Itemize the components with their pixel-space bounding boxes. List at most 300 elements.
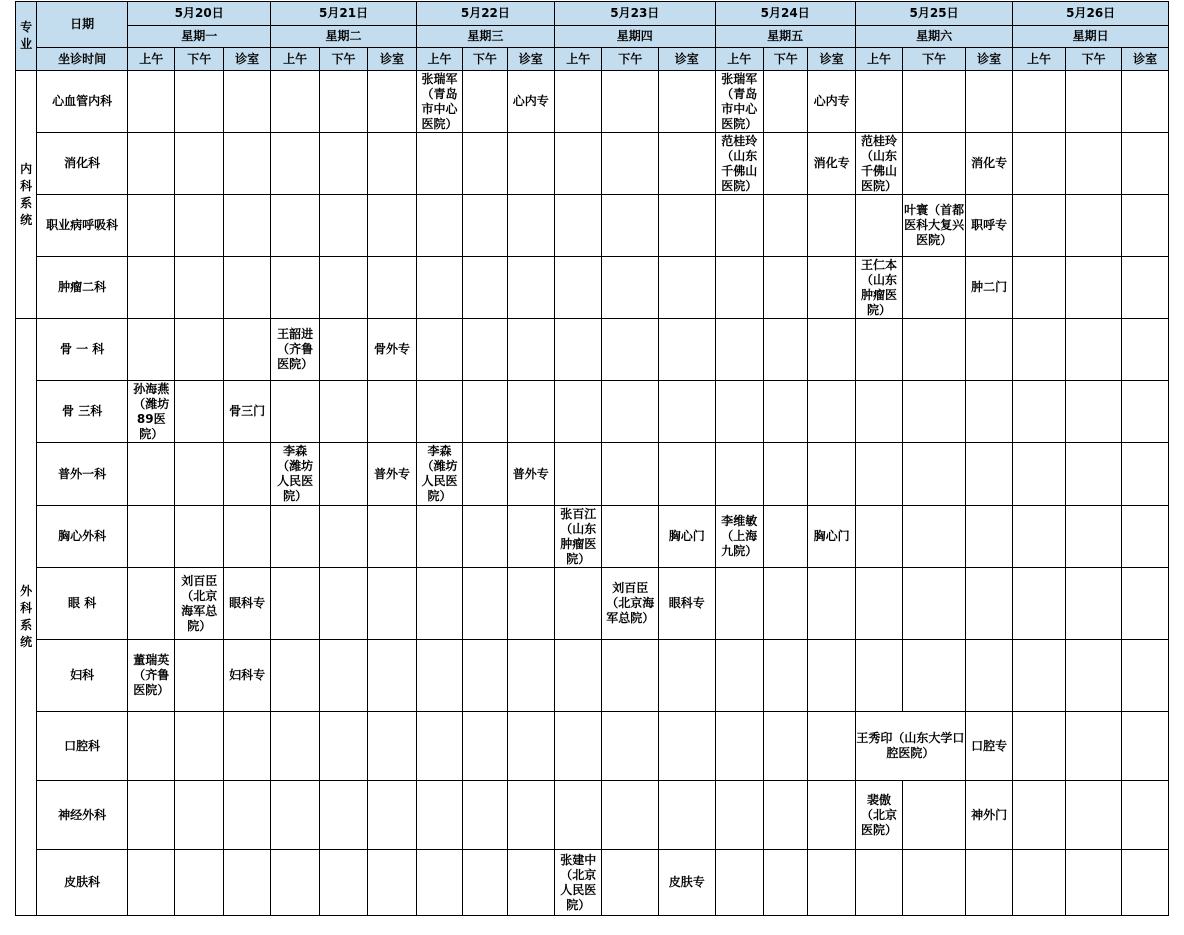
doctor-cell-pm [763, 133, 807, 195]
doctor-cell-pm [463, 257, 507, 319]
clinic-room-cell [965, 506, 1012, 568]
doctor-cell-pm [463, 71, 507, 133]
doctor-cell-am [855, 381, 902, 443]
doctor-cell-pm [175, 319, 223, 381]
doctor-cell-pm [463, 781, 507, 850]
clinic-room-cell: 职呼专 [965, 195, 1012, 257]
doctor-cell-pm [319, 133, 367, 195]
doctor-cell-pm [463, 319, 507, 381]
clinic-room-cell [507, 381, 554, 443]
clinic-room-cell [1122, 257, 1169, 319]
doctor-cell-pm [763, 195, 807, 257]
doctor-cell-pm [903, 71, 966, 133]
doctor-cell-am [1013, 568, 1066, 640]
clinic-room-cell [659, 640, 716, 712]
doctor-cell-am [715, 257, 763, 319]
clinic-room-cell [1122, 195, 1169, 257]
clinic-room-cell [1122, 640, 1169, 712]
system-name: 外科系统 [20, 584, 33, 649]
department-name: 骨 一 科 [37, 319, 128, 381]
clinic-room-cell [808, 640, 855, 712]
am-header: 上午 [855, 48, 902, 71]
clinic-room-cell: 消化专 [965, 133, 1012, 195]
table-row [16, 133, 1169, 195]
doctor-cell-pm [319, 257, 367, 319]
clinic-room-cell [507, 195, 554, 257]
doctor-cell-am: 李森（潍坊人民医院） [416, 443, 462, 506]
am-header: 上午 [1013, 48, 1066, 71]
doctor-cell-pm [319, 781, 367, 850]
doctor-cell-am: 张建中（北京人民医院） [555, 850, 602, 916]
day-date: 5月21日 [271, 2, 416, 26]
department-name: 皮肤科 [37, 850, 128, 916]
day-date: 5月24日 [715, 2, 855, 26]
day-date: 5月20日 [128, 2, 271, 26]
clinic-room-cell [1122, 319, 1169, 381]
department-name: 神经外科 [37, 781, 128, 850]
doctor-cell-am [1013, 712, 1066, 781]
doctor-cell-am [271, 133, 319, 195]
doctor-cell-pm [1065, 850, 1122, 916]
day-weekday: 星期一 [128, 26, 271, 48]
doctor-cell-pm [1065, 506, 1122, 568]
doctor-cell-pm [602, 443, 659, 506]
clinic-room-cell: 骨三门 [223, 381, 270, 443]
doctor-cell-am [855, 640, 902, 712]
doctor-cell-pm [763, 568, 807, 640]
room-header: 诊室 [965, 48, 1012, 71]
doctor-cell-pm [175, 381, 223, 443]
clinic-room-cell [223, 195, 270, 257]
doctor-cell-pm [175, 781, 223, 850]
clinic-room-cell: 肿二门 [965, 257, 1012, 319]
doctor-cell-pm [1065, 712, 1122, 781]
clinic-room-cell [659, 319, 716, 381]
table-row [16, 781, 1169, 850]
doctor-cell-pm [763, 443, 807, 506]
doctor-cell-am [715, 319, 763, 381]
doctor-cell-am [715, 381, 763, 443]
doctor-cell-am: 李维敏（上海九院） [715, 506, 763, 568]
table-row [16, 257, 1169, 319]
day-weekday: 星期五 [715, 26, 855, 48]
clinic-room-cell [1122, 781, 1169, 850]
doctor-cell-pm [319, 319, 367, 381]
doctor-cell-am [555, 640, 602, 712]
doctor-cell-am: 董瑞英（齐鲁医院） [128, 640, 175, 712]
clinic-room-cell [965, 640, 1012, 712]
clinic-room-cell [223, 71, 270, 133]
doctor-cell-pm [763, 712, 807, 781]
doctor-cell-pm [602, 257, 659, 319]
clinic-room-cell [223, 319, 270, 381]
clinic-room-cell [507, 257, 554, 319]
clinic-room-cell: 普外专 [368, 443, 416, 506]
table-row [16, 195, 1169, 257]
clinic-room-cell [368, 71, 416, 133]
doctor-cell-am [128, 257, 175, 319]
doctor-cell-am [271, 712, 319, 781]
clinic-room-cell [368, 712, 416, 781]
clinic-room-cell [507, 319, 554, 381]
doctor-cell-am [271, 506, 319, 568]
doctor-cell-pm [763, 850, 807, 916]
doctor-cell-pm [1065, 195, 1122, 257]
day-date: 5月26日 [1013, 2, 1169, 26]
doctor-cell-am [855, 319, 902, 381]
clinic-room-cell: 眼科专 [223, 568, 270, 640]
doctor-cell-am [715, 568, 763, 640]
clinic-room-cell [965, 319, 1012, 381]
doctor-cell-am [715, 195, 763, 257]
clinic-room-cell [659, 257, 716, 319]
doctor-cell-pm [602, 640, 659, 712]
doctor-cell-pm [903, 381, 966, 443]
doctor-cell-pm [602, 195, 659, 257]
doctor-cell-am [271, 257, 319, 319]
clinic-room-cell [808, 568, 855, 640]
department-name: 普外一科 [37, 443, 128, 506]
clinic-room-cell [808, 257, 855, 319]
clinic-room-cell [659, 712, 716, 781]
day-weekday: 星期四 [555, 26, 716, 48]
room-header: 诊室 [507, 48, 554, 71]
table-row [16, 640, 1169, 712]
doctor-cell-pm [763, 319, 807, 381]
doctor-cell-am [271, 381, 319, 443]
doctor-cell-pm [1065, 781, 1122, 850]
clinic-room-cell [659, 71, 716, 133]
doctor-cell-pm [763, 506, 807, 568]
doctor-cell-pm [602, 381, 659, 443]
doctor-cell-am [855, 568, 902, 640]
doctor-cell-am: 王仁本（山东肿瘤医院） [855, 257, 902, 319]
doctor-cell-pm [903, 850, 966, 916]
doctor-cell-am [128, 506, 175, 568]
clinic-room-cell [368, 781, 416, 850]
doctor-cell-pm [463, 195, 507, 257]
doctor-cell-am [715, 712, 763, 781]
doctor-cell-pm [763, 640, 807, 712]
doctor-cell-am: 张瑞军（青岛市中心医院） [715, 71, 763, 133]
clinic-room-cell [1122, 712, 1169, 781]
doctor-cell-am [555, 71, 602, 133]
doctor-cell-pm [319, 195, 367, 257]
clinic-room-cell [223, 443, 270, 506]
doctor-cell-am [416, 257, 462, 319]
doctor-cell-pm [175, 850, 223, 916]
doctor-cell-pm [175, 257, 223, 319]
clinic-room-cell [507, 640, 554, 712]
time-label: 坐诊时间 [37, 48, 128, 71]
doctor-cell-am: 李森（潍坊人民医院） [271, 443, 319, 506]
am-header: 上午 [416, 48, 462, 71]
doctor-cell-am [128, 781, 175, 850]
doctor-cell-am [555, 319, 602, 381]
day-date: 5月22日 [416, 2, 554, 26]
doctor-cell-am [416, 850, 462, 916]
doctor-cell-am [128, 850, 175, 916]
clinic-room-cell [223, 781, 270, 850]
doctor-cell-am [416, 712, 462, 781]
doctor-cell-am [271, 640, 319, 712]
clinic-room-cell [659, 133, 716, 195]
doctor-cell: 王秀印（山东大学口腔医院） [855, 712, 965, 781]
department-name: 消化科 [37, 133, 128, 195]
pm-header: 下午 [602, 48, 659, 71]
clinic-room-cell [1122, 381, 1169, 443]
clinic-room-cell [223, 133, 270, 195]
doctor-cell-am [715, 443, 763, 506]
doctor-cell-am [271, 781, 319, 850]
clinic-room-cell [1122, 568, 1169, 640]
doctor-cell-pm [319, 712, 367, 781]
table-row [16, 850, 1169, 916]
doctor-cell-am [715, 640, 763, 712]
doctor-cell-pm [763, 71, 807, 133]
clinic-room-cell: 普外专 [507, 443, 554, 506]
department-name: 肿瘤二科 [37, 257, 128, 319]
doctor-cell-am [855, 506, 902, 568]
pm-header: 下午 [903, 48, 966, 71]
doctor-cell-am [1013, 381, 1066, 443]
doctor-cell-am [715, 781, 763, 850]
doctor-cell-pm [319, 640, 367, 712]
clinic-room-cell [659, 443, 716, 506]
pm-header: 下午 [763, 48, 807, 71]
table-row [16, 443, 1169, 506]
doctor-cell-am [855, 443, 902, 506]
clinic-room-cell [808, 712, 855, 781]
clinic-room-cell: 妇科专 [223, 640, 270, 712]
room-header: 诊室 [659, 48, 716, 71]
doctor-cell-am [555, 133, 602, 195]
table-row [16, 568, 1169, 640]
pm-header: 下午 [463, 48, 507, 71]
doctor-cell-am [555, 195, 602, 257]
doctor-cell-pm [1065, 443, 1122, 506]
room-header: 诊室 [368, 48, 416, 71]
doctor-cell-am [855, 71, 902, 133]
doctor-cell-am [416, 568, 462, 640]
doctor-cell-am [1013, 443, 1066, 506]
doctor-cell-am [555, 781, 602, 850]
clinic-room-cell [1122, 71, 1169, 133]
clinic-room-cell [223, 257, 270, 319]
table-row [16, 506, 1169, 568]
doctor-cell-pm [463, 443, 507, 506]
pm-header: 下午 [175, 48, 223, 71]
clinic-room-cell [965, 850, 1012, 916]
date-label: 日期 [37, 2, 128, 48]
clinic-room-cell [1122, 133, 1169, 195]
am-header: 上午 [128, 48, 175, 71]
clinic-room-cell [808, 781, 855, 850]
doctor-cell-pm [463, 850, 507, 916]
doctor-cell-pm [175, 640, 223, 712]
day-weekday: 星期日 [1013, 26, 1169, 48]
department-name: 心血管内科 [37, 71, 128, 133]
doctor-cell-pm [175, 712, 223, 781]
department-name: 妇科 [37, 640, 128, 712]
doctor-cell-pm [463, 133, 507, 195]
clinic-room-cell [368, 195, 416, 257]
department-name: 口腔科 [37, 712, 128, 781]
doctor-cell-pm [1065, 568, 1122, 640]
clinic-room-cell [507, 781, 554, 850]
clinic-room-cell: 胸心门 [659, 506, 716, 568]
doctor-cell-am [555, 443, 602, 506]
doctor-cell-am: 张百江（山东肿瘤医院） [555, 506, 602, 568]
department-name: 胸心外科 [37, 506, 128, 568]
doctor-cell-am [1013, 850, 1066, 916]
doctor-cell-am: 王韶进（齐鲁医院） [271, 319, 319, 381]
clinic-room-cell [368, 257, 416, 319]
doctor-cell-am [1013, 319, 1066, 381]
doctor-cell-am [271, 850, 319, 916]
doctor-cell-am [555, 381, 602, 443]
clinic-room-cell: 神外门 [965, 781, 1012, 850]
doctor-cell-pm [175, 133, 223, 195]
doctor-cell-am [1013, 71, 1066, 133]
doctor-cell-am [416, 195, 462, 257]
doctor-cell-am [128, 568, 175, 640]
system-label [16, 319, 37, 916]
doctor-cell-pm [319, 850, 367, 916]
doctor-cell-pm [602, 712, 659, 781]
clinic-room-cell [659, 381, 716, 443]
clinic-room-cell: 消化专 [808, 133, 855, 195]
schedule-table [15, 1, 1169, 916]
system-label [16, 71, 37, 319]
doctor-cell-pm: 叶寰（首都医科大复兴医院） [903, 195, 966, 257]
clinic-room-cell: 胸心门 [808, 506, 855, 568]
doctor-cell-pm [602, 781, 659, 850]
clinic-room-cell [507, 506, 554, 568]
doctor-cell-am [1013, 506, 1066, 568]
clinic-room-cell [808, 381, 855, 443]
table-row [16, 712, 1169, 781]
clinic-room-cell: 心内专 [507, 71, 554, 133]
doctor-cell-pm [1065, 319, 1122, 381]
doctor-cell-am: 范桂玲（山东千佛山医院） [855, 133, 902, 195]
clinic-room-cell [368, 568, 416, 640]
clinic-room-cell: 心内专 [808, 71, 855, 133]
doctor-cell-am [416, 133, 462, 195]
am-header: 上午 [715, 48, 763, 71]
clinic-room-cell [507, 568, 554, 640]
doctor-cell-pm [1065, 133, 1122, 195]
doctor-cell-pm [1065, 640, 1122, 712]
doctor-cell-pm [463, 381, 507, 443]
doctor-cell-am [128, 133, 175, 195]
doctor-cell-pm [1065, 71, 1122, 133]
doctor-cell-pm [903, 568, 966, 640]
doctor-cell-pm [602, 850, 659, 916]
doctor-cell-am [128, 443, 175, 506]
doctor-cell-pm [763, 381, 807, 443]
doctor-cell-am [555, 568, 602, 640]
doctor-cell-am [128, 71, 175, 133]
doctor-cell-pm [903, 257, 966, 319]
doctor-cell-pm [463, 506, 507, 568]
doctor-cell-am [271, 71, 319, 133]
clinic-room-cell [808, 850, 855, 916]
doctor-cell-am [271, 195, 319, 257]
doctor-cell-am: 裴傲（北京医院） [855, 781, 902, 850]
doctor-cell-pm [903, 133, 966, 195]
doctor-cell-pm [175, 71, 223, 133]
doctor-cell-am [555, 712, 602, 781]
doctor-cell-pm [319, 381, 367, 443]
clinic-room-cell [808, 443, 855, 506]
clinic-room-cell [808, 319, 855, 381]
clinic-room-cell [368, 850, 416, 916]
doctor-cell-am [555, 257, 602, 319]
doctor-cell-am [271, 568, 319, 640]
doctor-cell-am [128, 319, 175, 381]
clinic-room-cell: 骨外专 [368, 319, 416, 381]
doctor-cell-pm [319, 443, 367, 506]
am-header: 上午 [271, 48, 319, 71]
doctor-cell-pm [602, 506, 659, 568]
day-weekday: 星期二 [271, 26, 416, 48]
doctor-cell-pm [319, 506, 367, 568]
clinic-room-cell [223, 506, 270, 568]
doctor-cell-pm [602, 133, 659, 195]
doctor-cell-pm [763, 781, 807, 850]
doctor-cell-pm [903, 640, 966, 712]
doctor-cell-pm [463, 568, 507, 640]
clinic-room-cell [808, 195, 855, 257]
room-header: 诊室 [808, 48, 855, 71]
doctor-cell-pm [175, 443, 223, 506]
doctor-cell-am [1013, 781, 1066, 850]
clinic-room-cell [368, 381, 416, 443]
doctor-cell-am: 范桂玲（山东千佛山医院） [715, 133, 763, 195]
clinic-room-cell [368, 640, 416, 712]
clinic-room-cell: 皮肤专 [659, 850, 716, 916]
room-header: 诊室 [223, 48, 270, 71]
doctor-cell-am: 张瑞军（青岛市中心医院） [416, 71, 462, 133]
doctor-cell-pm [463, 640, 507, 712]
day-date: 5月25日 [855, 2, 1012, 26]
department-name: 职业病呼吸科 [37, 195, 128, 257]
am-header: 上午 [555, 48, 602, 71]
doctor-cell-am [1013, 640, 1066, 712]
pm-header: 下午 [1065, 48, 1122, 71]
doctor-cell-pm [175, 506, 223, 568]
doctor-cell-pm [903, 506, 966, 568]
system-name: 内科系统 [20, 161, 33, 227]
doctor-cell-am [416, 506, 462, 568]
clinic-room-cell [368, 506, 416, 568]
clinic-room-cell: 眼科专 [659, 568, 716, 640]
doctor-cell-pm: 刘百臣（北京海军总院） [175, 568, 223, 640]
clinic-room-cell [507, 133, 554, 195]
doctor-cell-am [128, 712, 175, 781]
clinic-room-cell [223, 850, 270, 916]
clinic-room-cell [1122, 443, 1169, 506]
doctor-cell-am [128, 195, 175, 257]
doctor-cell-pm [319, 71, 367, 133]
day-weekday: 星期六 [855, 26, 1012, 48]
clinic-room-cell: 口腔专 [965, 712, 1012, 781]
doctor-cell-am [416, 781, 462, 850]
major-header [16, 2, 37, 71]
clinic-room-cell [1122, 506, 1169, 568]
doctor-cell-pm [602, 319, 659, 381]
